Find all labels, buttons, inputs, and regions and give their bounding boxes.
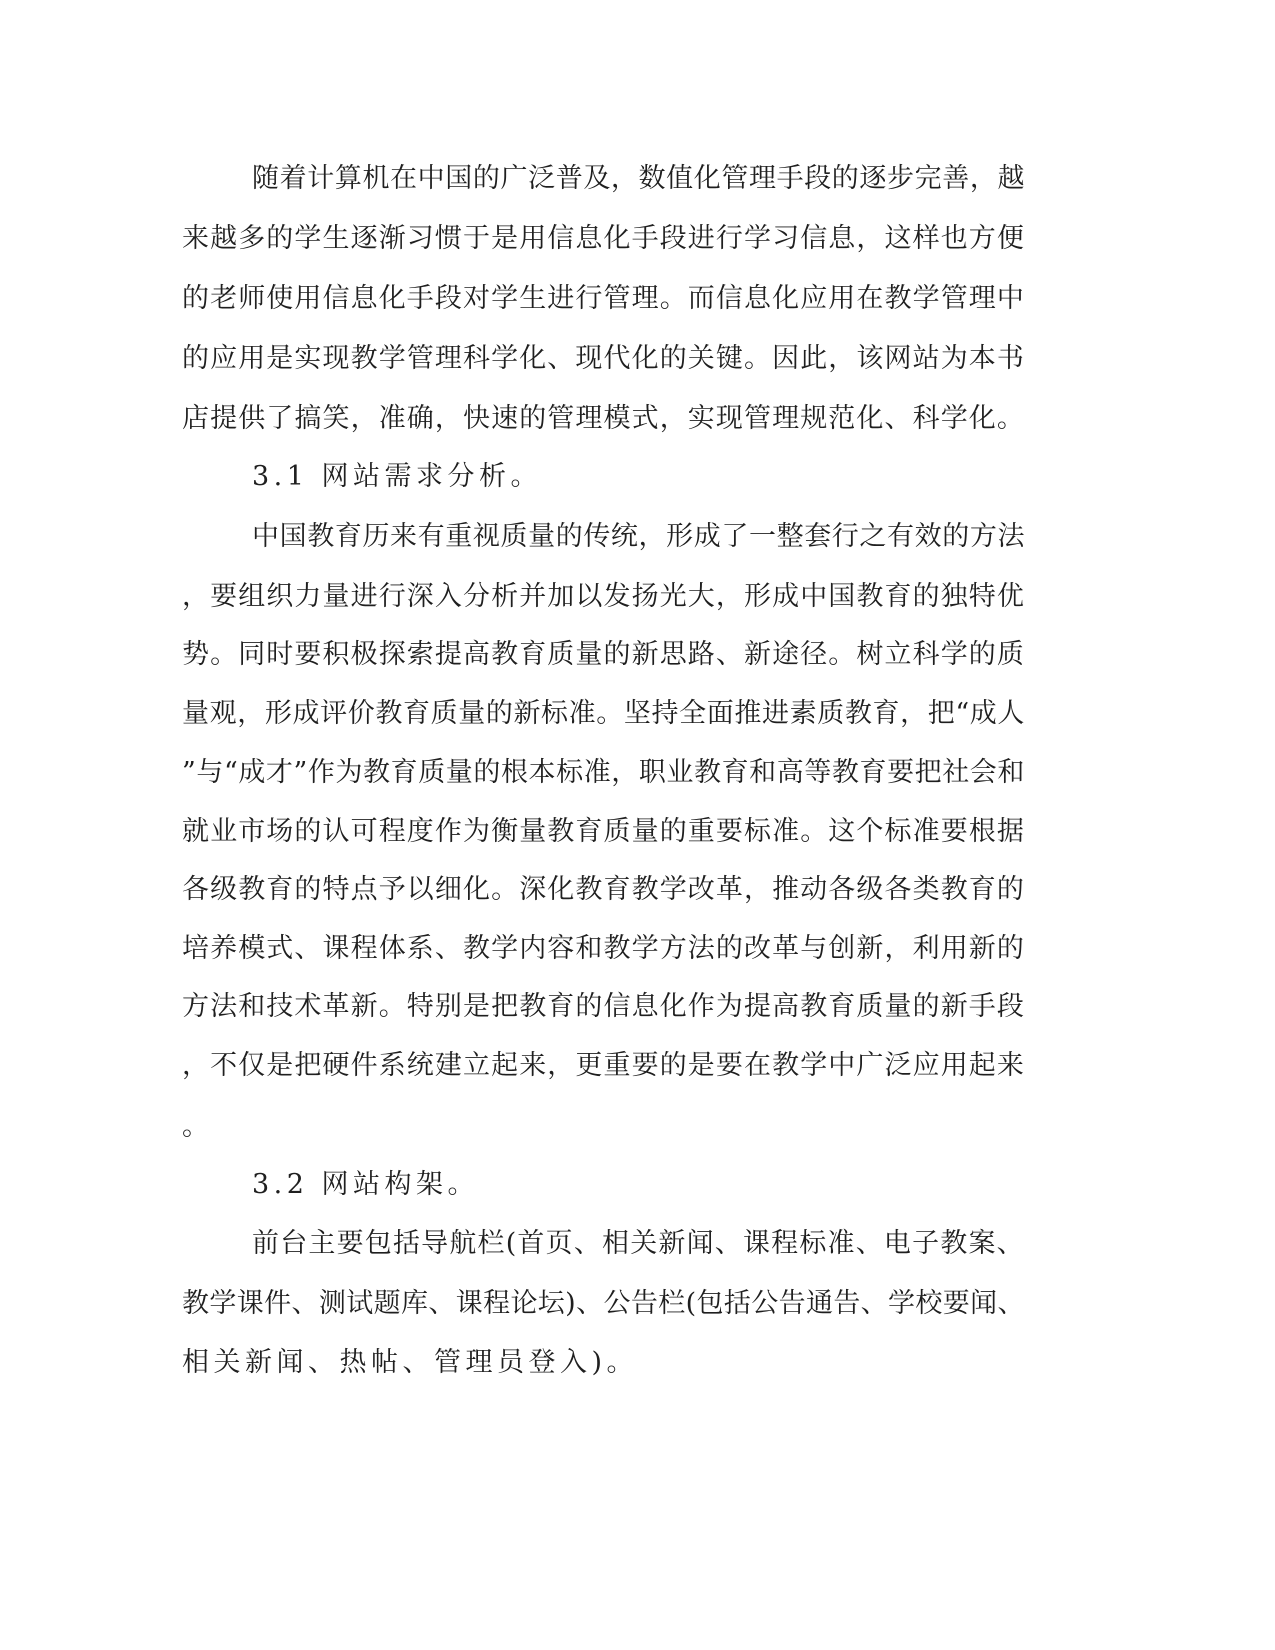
section-heading-3-2: 3.2 网站构架。 bbox=[252, 1169, 480, 1200]
paragraph-2-line-2: ，要组织力量进行深入分析并加以发扬光大，形成中国教育的独特优 bbox=[182, 581, 1025, 612]
paragraph-2-line-10: ，不仅是把硬件系统建立起来，更重要的是要在教学中广泛应用起来 bbox=[182, 1050, 1025, 1081]
paragraph-1-line-4: 的应用是实现教学管理科学化、现代化的关键。因此，该网站为本书 bbox=[182, 343, 1025, 374]
paragraph-2-line-8: 培养模式、课程体系、教学内容和教学方法的改革与创新，利用新的 bbox=[182, 933, 1025, 964]
paragraph-2-line-7: 各级教育的特点予以细化。深化教育教学改革，推动各级各类教育的 bbox=[182, 874, 1025, 905]
paragraph-3-line-2: 教学课件、测试题库、课程论坛)、公告栏(包括公告通告、学校要闻、 bbox=[182, 1288, 1025, 1319]
paragraph-2-line-1: 中国教育历来有重视质量的传统，形成了一整套行之有效的方法 bbox=[252, 521, 1026, 552]
paragraph-2-line-9: 方法和技术革新。特别是把教育的信息化作为提高教育质量的新手段 bbox=[182, 991, 1025, 1022]
paragraph-1-line-3: 的老师使用信息化手段对学生进行管理。而信息化应用在教学管理中 bbox=[182, 283, 1025, 314]
paragraph-2-line-3: 势。同时要积极探索提高教育质量的新思路、新途径。树立科学的质 bbox=[182, 639, 1025, 670]
paragraph-1-line-5: 店提供了搞笑，准确，快速的管理模式，实现管理规范化、科学化。 bbox=[182, 403, 1025, 434]
paragraph-3-line-1: 前台主要包括导航栏(首页、相关新闻、课程标准、电子教案、 bbox=[252, 1228, 1025, 1259]
paragraph-2-line-6: 就业市场的认可程度作为衡量教育质量的重要标准。这个标准要根据 bbox=[182, 816, 1025, 847]
section-heading-3-1: 3.1 网站需求分析。 bbox=[252, 461, 543, 492]
paragraph-3-line-3: 相关新闻、热帖、管理员登入)。 bbox=[182, 1347, 639, 1378]
paragraph-1-line-1: 随着计算机在中国的广泛普及，数值化管理手段的逐步完善，越 bbox=[252, 163, 1026, 194]
paragraph-2-line-5: ”与“成才”作为教育质量的根本标准，职业教育和高等教育要把社会和 bbox=[182, 757, 1025, 788]
paragraph-2-line-4: 量观，形成评价教育质量的新标准。坚持全面推进素质教育，把“成人 bbox=[182, 698, 1026, 729]
paragraph-1-line-2: 来越多的学生逐渐习惯于是用信息化手段进行学习信息，这样也方便 bbox=[182, 223, 1025, 254]
paragraph-2-line-11: 。 bbox=[182, 1111, 214, 1142]
